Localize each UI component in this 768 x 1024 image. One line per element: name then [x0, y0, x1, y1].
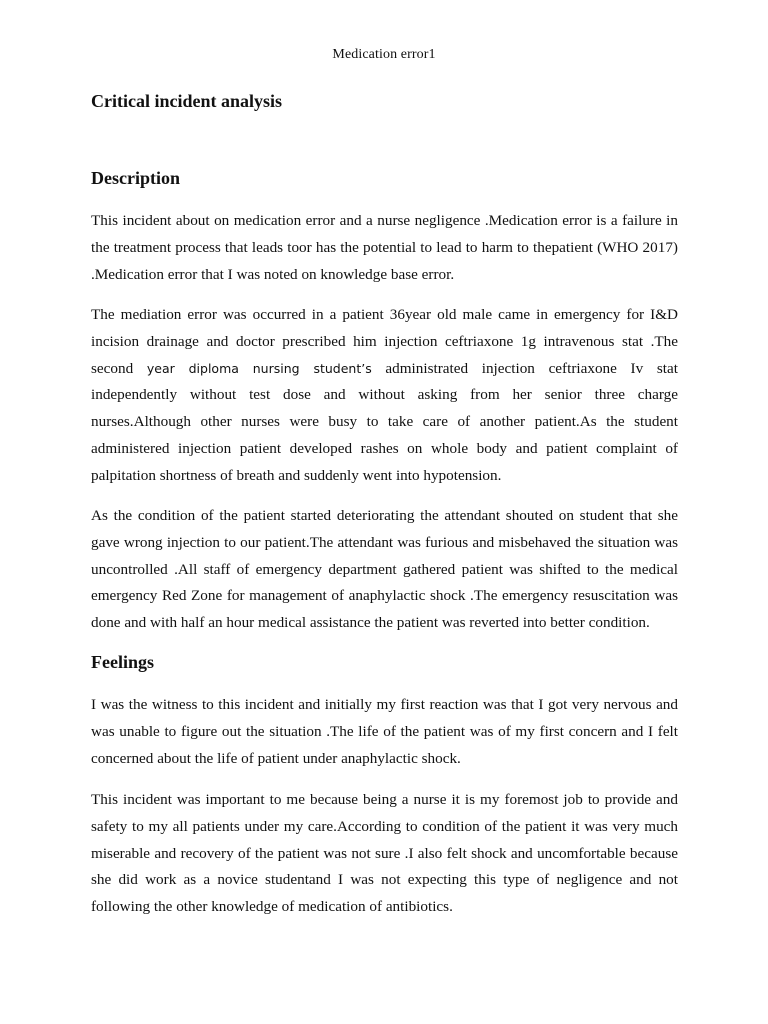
description-paragraph-2-text-end: administrated injection ceftriaxone Iv stat independently without test dose and without asking from her senior three charge nurses.Although other nurses were busy to take care of another patient.As the student administered injection patient developed rashes on whole body and patient complaint of palpitation shortness of breath and suddenly went into hypotension.	[91, 359, 678, 484]
description-paragraph-1: This incident about on medication error and a nurse negligence .Medication error is a failure in the treatment process that leads toor has the potential to lead to harm to thepatient (WHO 2017) .Medication error that I was noted on knowledge base error.	[91, 212, 678, 283]
feelings-paragraph-1: I was the witness to this incident and initially my first reaction was that I got very nervous and was unable to figure out the situation .The life of the patient was of my first concern and I felt concerned about the life of patient under anaphylactic shock.	[91, 696, 678, 767]
section-heading-description: Description	[91, 168, 180, 188]
document-title: Critical incident analysis	[91, 91, 283, 111]
feelings-paragraph-2: This incident was important to me because being a nurse it is my foremost job to provide and safety to my all patients under my care.According to condition of the patient it was very much miserable and recovery of the patient was not sure .I also felt shock and uncomfortable because she did work as a novice studentand I was not expecting this type of negligence and not following the other knowledge of medication of antibiotics.	[91, 791, 678, 916]
section-heading-feelings: Feelings	[91, 652, 154, 672]
description-paragraph-2	[91, 302, 678, 490]
description-paragraph-2-sans-run: year diploma nursing student’s	[146, 360, 372, 376]
description-paragraph-3: As the condition of the patient started deteriorating the attendant shouted on student that she gave wrong injection to our patient.The attendant was furious and misbehaved the situation was uncontrolled .All staff of emergency department gathered patient was shifted to the medical emergency Red Zone for management of anaphylactic shock .The emergency resuscitation was done and with half an hour medical assistance the patient was reverted into better condition.	[91, 507, 678, 632]
description-paragraph-2-text-start: The mediation error was occurred in a patient 36year old male came in emergency for I&D incision drainage and doctor prescribed him injection ceftriaxone 1g intravenous stat .The second	[91, 306, 678, 377]
running-header: Medication error1	[332, 47, 436, 62]
